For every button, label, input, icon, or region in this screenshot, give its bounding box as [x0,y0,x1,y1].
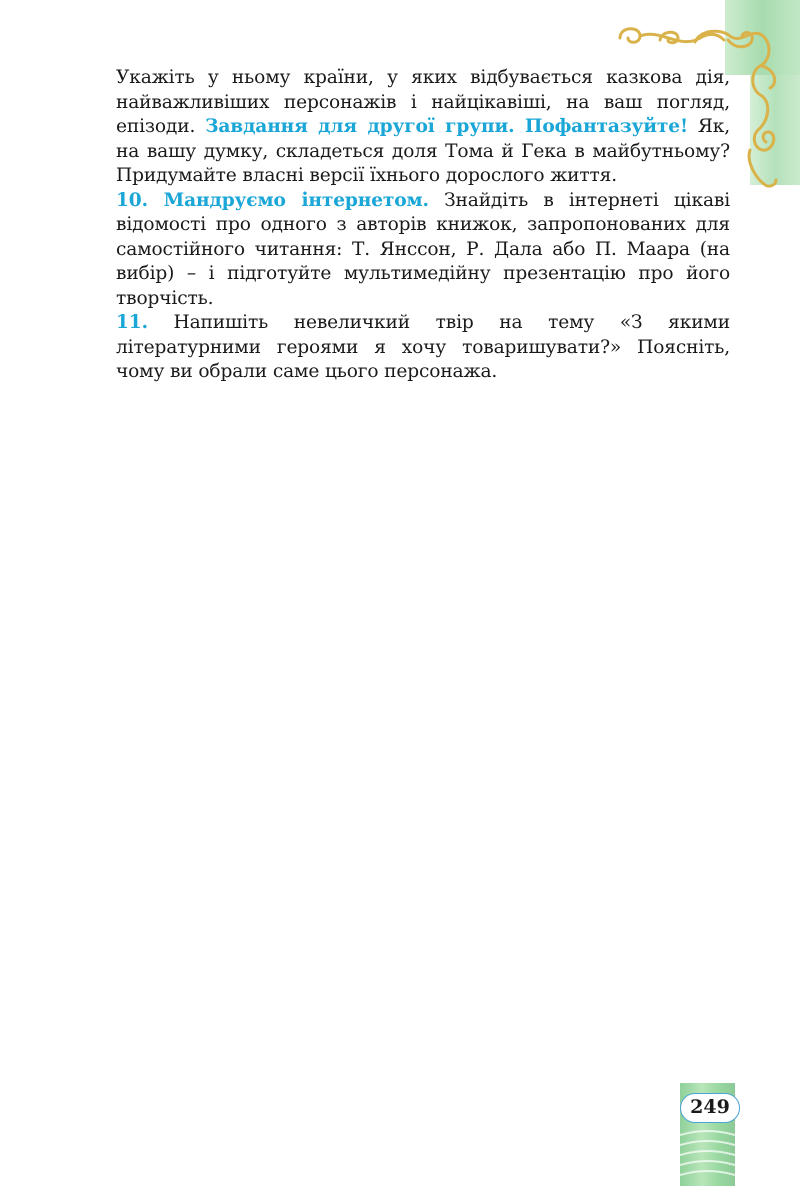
task-item-10 [116,189,730,312]
task-heading: Мандруємо інтернетом. [147,189,429,211]
page-text [116,66,730,385]
task-text: Знайдіть в інтернеті цікаві відомості про одного з авторів книжок, запропонованих для самостійного читання: Т. Янссон, Р. Дала або П. Маара (на вибір) – і підготуйте мультимедійну презентацію про його творчість. [116,189,731,309]
group-task-heading: Завдання для другої групи. Пофантазуйте! [205,116,688,137]
paragraph-group-task [116,66,730,189]
task-item-11 [116,311,730,385]
task-text: Напишіть невеличкий твір на тему «З якими літературними героями я хочу товаришувати?» Поясніть, чому ви обрали саме цього персонажа. [116,312,730,382]
task-number: 11. [116,312,148,333]
page-number: 249 [680,1093,740,1123]
paragraph-text: Як, на вашу думку, складеться доля Тома й Гека в майбутньому? Придумайте власні версії їхнього дорослого життя. [116,116,731,186]
task-number: 10. [116,189,148,211]
paragraph-text: Укажіть у ньому країни, у яких відбувається казкова дія, найважливіших персонажів і найцікавіші, на ваш погляд, епізоди. [116,67,730,137]
